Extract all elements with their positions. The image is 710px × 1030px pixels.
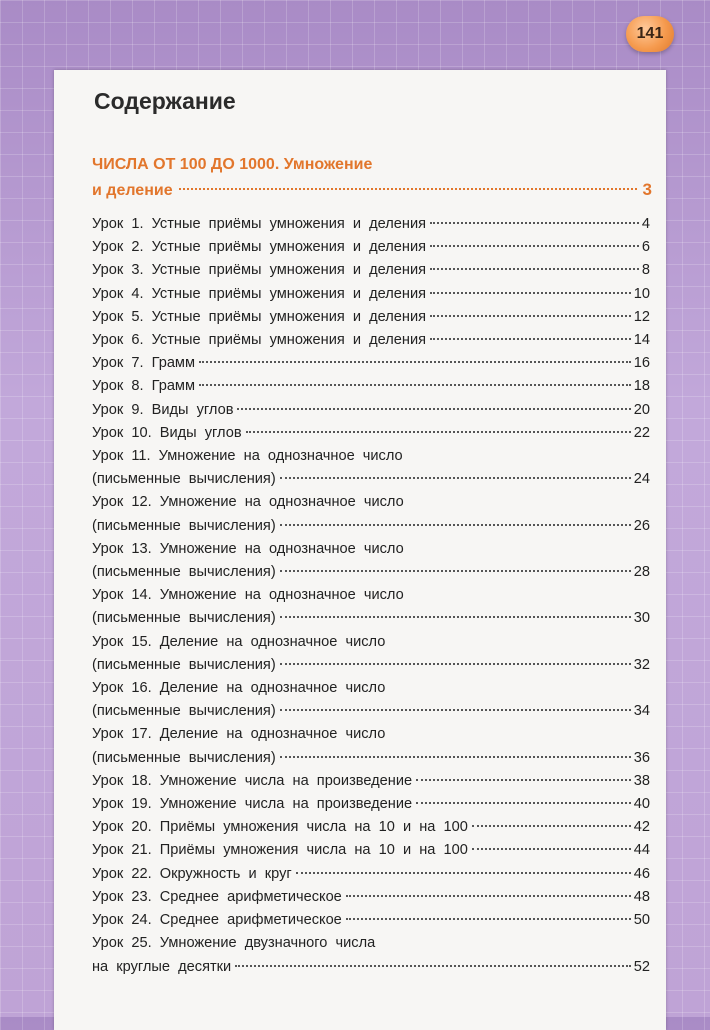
entry-title-continuation: (письменные вычисления) [92, 610, 276, 627]
entry-page-number: 4 [641, 216, 650, 232]
entry-page-number: 46 [633, 865, 650, 882]
entry-title: Урок 1. Устные приёмы умножения и деления [92, 216, 427, 232]
contents-entry [92, 677, 650, 723]
leader-dots [199, 384, 631, 386]
entry-page-number: 50 [633, 912, 650, 929]
contents-entry [92, 375, 650, 398]
leader-dots [280, 709, 631, 711]
contents-entry [92, 538, 650, 584]
entry-title-continuation: (письменные вычисления) [92, 471, 276, 488]
page-number-badge: 141 [626, 16, 674, 52]
entry-title-continuation: (письменные вычисления) [92, 656, 276, 673]
entry-title: Урок 9. Виды углов [92, 401, 234, 418]
leader-dots [472, 848, 631, 850]
entry-title-continuation: (письменные вычисления) [92, 703, 276, 720]
leader-dots [430, 222, 639, 224]
leader-dots [280, 756, 631, 758]
contents-entry [92, 213, 650, 236]
contents-entry [92, 723, 650, 769]
entry-page-number: 12 [633, 308, 650, 325]
entry-page-number: 52 [633, 958, 650, 975]
entry-title: Урок 11. Умножение на однозначное число [92, 448, 403, 465]
entry-page-number: 14 [633, 332, 650, 349]
contents-list [92, 213, 650, 979]
entry-page-number: 38 [633, 772, 650, 789]
entry-title: Урок 23. Среднее арифметическое [92, 888, 342, 905]
contents-entry [92, 863, 650, 886]
entry-title: Урок 10. Виды углов [92, 424, 242, 441]
entry-page-number: 28 [633, 564, 650, 581]
entry-title-continuation: (письменные вычисления) [92, 564, 276, 581]
contents-page [54, 70, 666, 1030]
contents-entry [92, 770, 650, 793]
contents-entry [92, 306, 650, 329]
leader-dots [416, 779, 631, 781]
leader-dots [430, 268, 639, 270]
entry-page-number: 20 [633, 401, 650, 418]
leader-dots [280, 616, 631, 618]
entry-title: Урок 7. Грамм [92, 355, 196, 372]
contents-entry [92, 584, 650, 630]
entry-title: Урок 13. Умножение на однозначное число [92, 540, 404, 557]
leader-dots [235, 965, 631, 967]
contents-entry [92, 793, 650, 816]
leader-dots [346, 918, 631, 920]
entry-page-number: 34 [633, 703, 650, 720]
entry-page-number: 26 [633, 517, 650, 534]
entry-title: Урок 2. Устные приёмы умножения и деления [92, 239, 427, 256]
contents-entry [92, 399, 650, 422]
leader-dots [237, 408, 630, 410]
contents-entry [92, 491, 650, 537]
leader-dots [246, 431, 631, 433]
entry-title: Урок 20. Приёмы умножения числа на 10 и на 100 [92, 819, 468, 836]
page-title: Содержание [94, 88, 236, 114]
contents-entry [92, 886, 650, 909]
entry-page-number: 30 [633, 610, 650, 627]
leader-dots [346, 895, 631, 897]
contents-entry [92, 329, 650, 352]
entry-page-number: 6 [641, 239, 650, 256]
entry-title: Урок 16. Деление на однозначное число [92, 680, 386, 697]
contents-entry [92, 909, 650, 932]
entry-title-continuation: (письменные вычисления) [92, 749, 276, 766]
contents-entry [92, 259, 650, 282]
entry-title: Урок 15. Деление на однозначное число [92, 633, 386, 650]
entry-title-continuation: на круглые десятки [92, 958, 232, 975]
entry-title: Урок 12. Умножение на однозначное число [92, 494, 404, 511]
contents-entry [92, 352, 650, 375]
leader-dots [430, 245, 639, 247]
leader-dots [280, 570, 631, 572]
entry-page-number: 44 [633, 842, 650, 859]
section-title-line2: и деление [92, 182, 173, 199]
entry-title: Урок 8. Грамм [92, 378, 196, 395]
entry-title: Урок 14. Умножение на однозначное число [92, 587, 404, 604]
entry-page-number: 22 [633, 424, 650, 441]
entry-page-number: 24 [633, 471, 650, 488]
contents-entry [92, 816, 650, 839]
leader-dots [416, 802, 631, 804]
entry-page-number: 16 [633, 355, 650, 372]
leader-dots [280, 663, 631, 665]
entry-title: Урок 25. Умножение двузначного числа [92, 935, 376, 952]
entry-title: Урок 21. Приёмы умножения числа на 10 и на 100 [92, 842, 468, 859]
entry-page-number: 42 [633, 819, 650, 836]
entry-title: Урок 5. Устные приёмы умножения и деления [92, 308, 427, 325]
entry-title: Урок 6. Устные приёмы умножения и деления [92, 332, 427, 349]
section-page-number: 3 [642, 180, 652, 199]
entry-title: Урок 3. Устные приёмы умножения и деления [92, 262, 427, 279]
leader-dots [430, 315, 631, 317]
entry-title: Урок 24. Среднее арифметическое [92, 912, 342, 929]
leader-dots [430, 292, 631, 294]
entry-page-number: 10 [633, 285, 650, 302]
leader-dots [430, 338, 631, 340]
entry-page-number: 8 [641, 262, 650, 279]
entry-page-number: 32 [633, 656, 650, 673]
leader-dots [296, 872, 631, 874]
entry-page-number: 18 [633, 378, 650, 395]
entry-page-number: 36 [633, 749, 650, 766]
entry-title: Урок 4. Устные приёмы умножения и деления [92, 285, 427, 302]
entry-title: Урок 22. Окружность и круг [92, 865, 292, 882]
section-leader-dots [179, 188, 637, 190]
contents-entry [92, 839, 650, 862]
section-title-line1: ЧИСЛА ОТ 100 ДО 1000. Умножение [92, 156, 373, 173]
contents-entry [92, 422, 650, 445]
contents-entry [92, 631, 650, 677]
section-heading [92, 152, 652, 203]
leader-dots [472, 825, 631, 827]
contents-entry [92, 932, 650, 978]
contents-entry [92, 283, 650, 306]
entry-title: Урок 18. Умножение числа на произведение [92, 772, 413, 789]
entry-page-number: 40 [633, 796, 650, 813]
leader-dots [280, 524, 631, 526]
contents-entry [92, 236, 650, 259]
entry-page-number: 48 [633, 888, 650, 905]
leader-dots [280, 477, 631, 479]
entry-title: Урок 17. Деление на однозначное число [92, 726, 386, 743]
entry-title: Урок 19. Умножение числа на произведение [92, 796, 413, 813]
leader-dots [199, 361, 631, 363]
entry-title-continuation: (письменные вычисления) [92, 517, 276, 534]
contents-entry [92, 445, 650, 491]
